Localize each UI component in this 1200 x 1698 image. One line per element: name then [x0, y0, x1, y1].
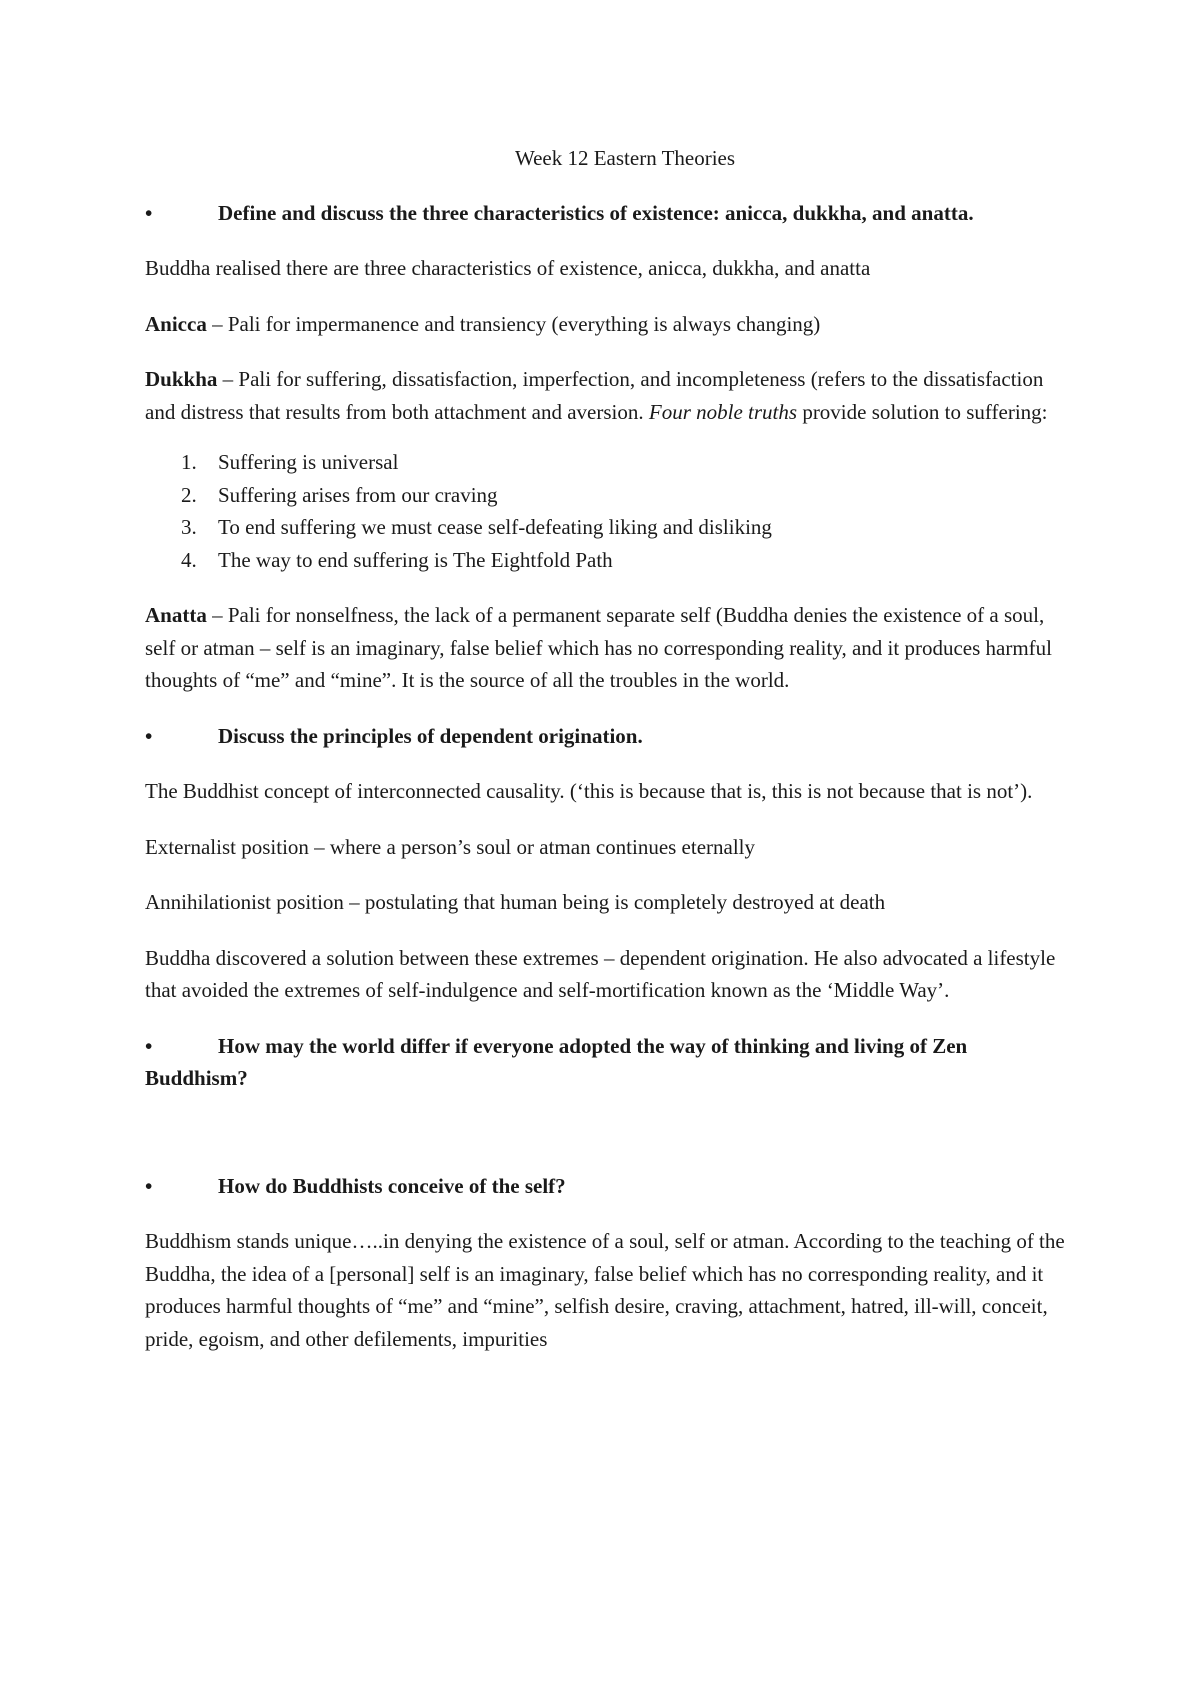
question-4-text: How do Buddhists conceive of the self?	[218, 1173, 566, 1198]
list-item	[145, 479, 1075, 512]
list-item	[145, 544, 1075, 577]
list-item-text: To end suffering we must cease self-defeating liking and disliking	[218, 515, 772, 539]
list-item-text: Suffering is universal	[218, 450, 399, 474]
anatta-definition: – Pali for nonselfness, the lack of a permanent separate self (Buddha denies the existence of a soul, self or atman – self is an imaginary, false belief which has no corresponding reality, and it produces harmful thoughts of “me” and “mine”. It is the source of all the troubles in the world.	[145, 603, 1052, 692]
bullet-glyph: •	[145, 200, 153, 225]
list-number: 1.	[181, 450, 197, 474]
list-item	[145, 511, 1075, 544]
dukkha-definition-b: provide solution to suffering:	[797, 399, 1048, 424]
anatta-term: Anatta	[145, 603, 207, 627]
anicca-paragraph	[145, 308, 1075, 341]
list-item	[145, 446, 1075, 479]
dukkha-definition-a: – Pali for suffering, dissatisfaction, imperfection, and incompleteness (refers to the dissatisfaction and distress that results from both attachment and aversion.	[145, 367, 1044, 424]
middle-way-paragraph: Buddha discovered a solution between these extremes – dependent origination. He also advocated a lifestyle that avoided the extremes of self-indulgence and self-mortification known as the ‘Middle Way’.	[145, 945, 1056, 1002]
anatta-paragraph	[145, 599, 1075, 697]
question-1-text: Define and discuss the three characteristics of existence: anicca, dukkha, and anatta.	[218, 200, 974, 225]
externalist-paragraph: Externalist position – where a person’s soul or atman continues eternally	[145, 834, 756, 859]
bullet-glyph: •	[145, 1173, 153, 1198]
anicca-term: Anicca	[145, 311, 207, 336]
bullet-glyph: •	[145, 723, 153, 748]
document-body	[145, 142, 1075, 1378]
list-item-text: Suffering arises from our craving	[218, 482, 498, 507]
question-1	[145, 197, 1075, 230]
blank-space	[145, 1118, 1075, 1170]
question-2-text: Discuss the principles of dependent origination.	[218, 723, 643, 748]
question-4	[145, 1170, 1075, 1203]
dukkha-paragraph	[145, 363, 1075, 428]
list-item-text: The way to end suffering is The Eightfold Path	[218, 547, 613, 572]
list-number: 4.	[181, 547, 197, 572]
four-noble-truths-phrase: Four noble truths	[648, 399, 798, 424]
question-3-text: How may the world differ if everyone adopted the way of thinking and living of Zen Buddhism?	[145, 1033, 968, 1090]
dukkha-term: Dukkha	[145, 367, 218, 391]
causality-paragraph: The Buddhist concept of interconnected causality. (‘this is because that is, this is not because that is not’).	[145, 779, 1033, 803]
annihilationist-paragraph: Annihilationist position – postulating that human being is completely destroyed at death	[145, 890, 886, 914]
question-2	[145, 720, 1075, 753]
question-3	[145, 1030, 1075, 1095]
self-paragraph: Buddhism stands unique…..in denying the existence of a soul, self or atman. According to the teaching of the Buddha, the idea of a [personal] self is an imaginary, false belief which has no corresponding reality, and it produces harmful thoughts of “me” and “mine”, selfish desire, craving, attachment, hatred, ill-will, conceit, pride, egoism, and other defilements, impurities	[145, 1229, 1065, 1351]
intro-paragraph: Buddha realised there are three characteristics of existence, anicca, dukkha, and anatta	[145, 256, 871, 280]
noble-truths-list	[145, 446, 1075, 576]
list-number: 2.	[181, 482, 197, 507]
list-number: 3.	[181, 515, 197, 539]
page-title: Week 12 Eastern Theories	[514, 146, 736, 170]
bullet-glyph: •	[145, 1033, 153, 1058]
anicca-definition: – Pali for impermanence and transiency (everything is always changing)	[206, 311, 821, 336]
